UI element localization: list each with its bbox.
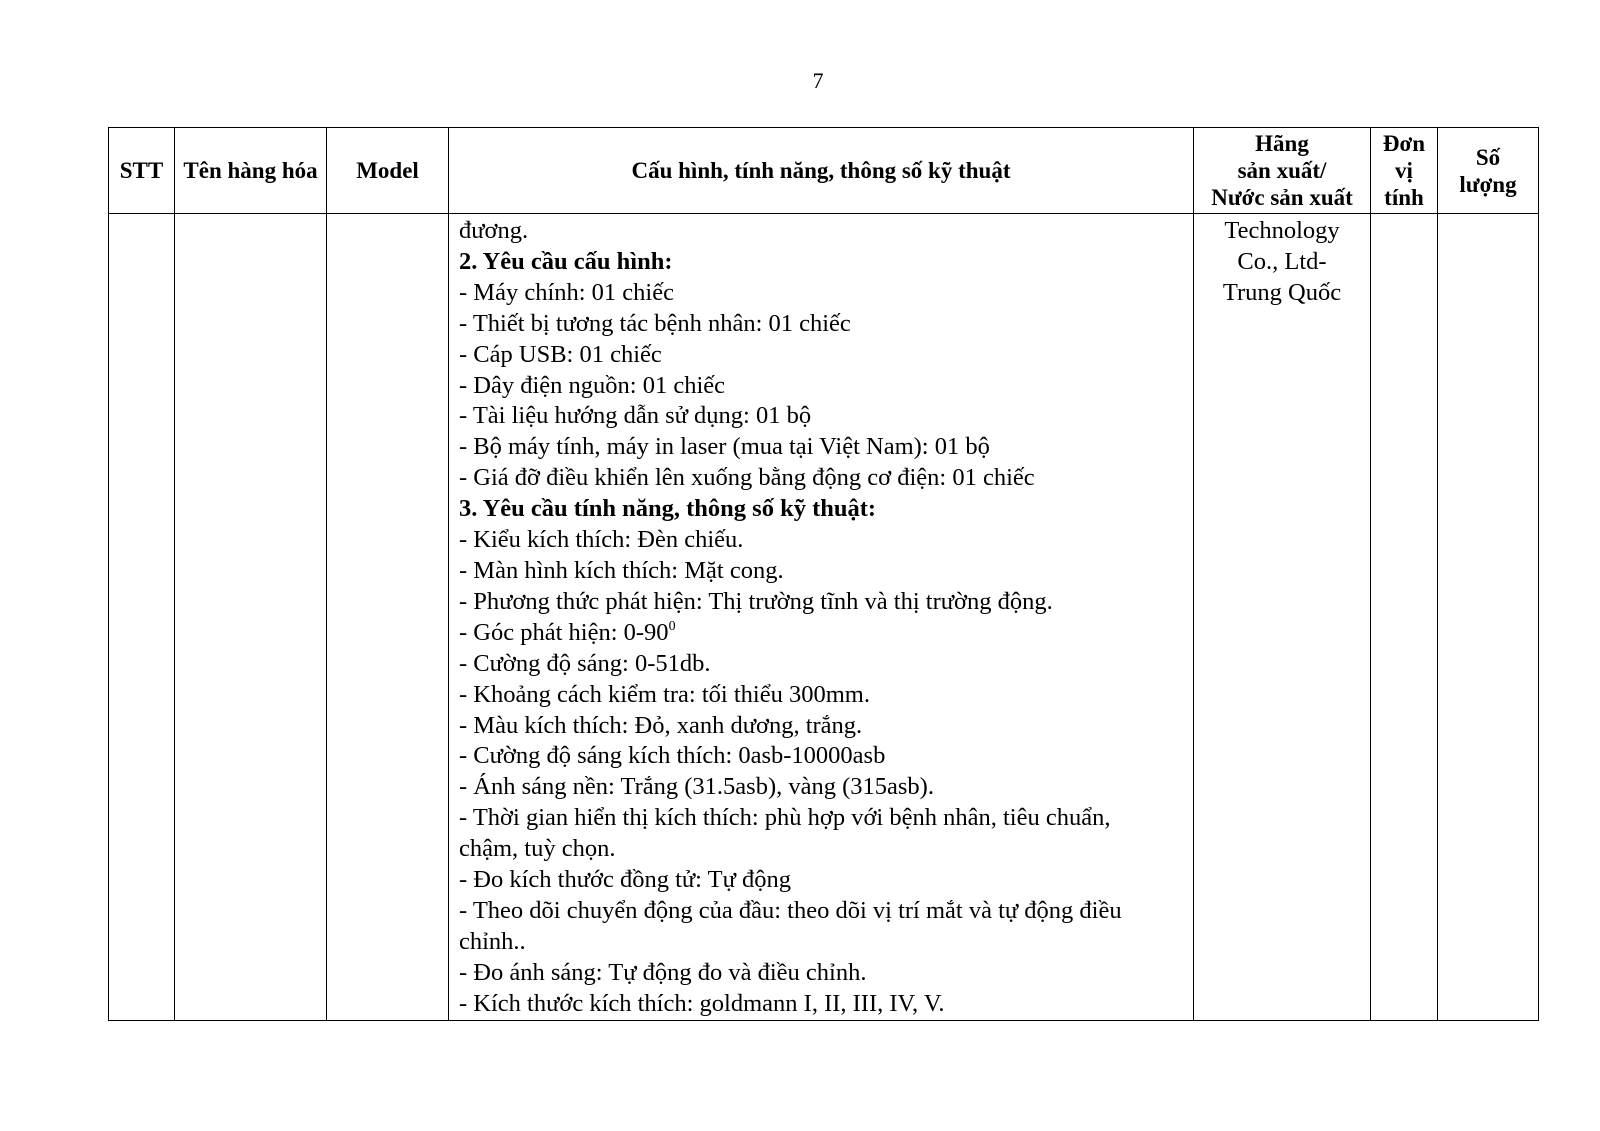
cell-cau-hinh — [449, 214, 1194, 1021]
page-number: 7 — [812, 68, 824, 93]
header-hang-line3: Nước sản xuất — [1211, 185, 1353, 210]
manufacturer-line: Technology — [1224, 217, 1340, 244]
spec-line: - Đo kích thước đồng tử: Tự động — [459, 866, 792, 894]
spec-line: chậm, tuỳ chọn. — [459, 835, 616, 863]
manufacturer-line: Trung Quốc — [1222, 278, 1342, 306]
spec-heading-features: 3. Yêu cầu tính năng, thông số kỹ thuật: — [459, 495, 877, 523]
cell-hang-san-xuat — [1194, 214, 1371, 1021]
manufacturer-line: Co., Ltd- — [1237, 247, 1327, 275]
header-so-luong-line1: Số — [1475, 144, 1501, 170]
spec-line: - Giá đỡ điều khiển lên xuống bằng động cơ điện: 01 chiếc — [459, 464, 1035, 492]
spec-line: - Thiết bị tương tác bệnh nhân: 01 chiếc — [459, 309, 851, 337]
spec-line: - Màu kích thích: Đỏ, xanh dương, trắng. — [459, 711, 863, 739]
spec-line: - Cường độ sáng kích thích: 0asb-10000asb — [459, 742, 886, 770]
spec-line: - Kiểu kích thích: Đèn chiếu. — [459, 526, 744, 554]
header-stt: STT — [109, 128, 175, 214]
manufacturer-text — [1194, 214, 1370, 309]
spec-line: - Dây điện nguồn: 01 chiếc — [459, 371, 726, 399]
spec-line: đương. — [459, 217, 529, 244]
spec-angle-text: - Góc phát hiện: 0-90 — [459, 618, 669, 646]
header-don-vi-line1: Đơn — [1382, 131, 1426, 156]
spec-line: - Đo ánh sáng: Tự động đo và điều chỉnh. — [459, 958, 867, 986]
cell-don-vi-tinh — [1371, 214, 1438, 1021]
spec-line: - Tài liệu hướng dẫn sử dụng: 01 bộ — [459, 402, 812, 430]
header-model: Model — [327, 128, 449, 214]
spec-line: - Khoảng cách kiểm tra: tối thiểu 300mm. — [459, 680, 870, 708]
spec-line: - Kích thước kích thích: goldmann I, II, III, IV, V. — [459, 989, 945, 1017]
spec-angle-superscript: 0 — [668, 618, 676, 634]
spec-line: - Máy chính: 01 chiếc — [459, 278, 674, 306]
cell-so-luong — [1438, 214, 1539, 1021]
spec-line: - Thời gian hiển thị kích thích: phù hợp với bệnh nhân, tiêu chuẩn, — [459, 804, 1111, 832]
header-don-vi-line3: tính — [1384, 185, 1424, 210]
header-so-luong — [1438, 128, 1539, 214]
cell-stt — [109, 214, 175, 1021]
spec-line: - Ánh sáng nền: Trắng (31.5asb), vàng (315asb). — [459, 773, 934, 801]
header-cau-hinh: Cấu hình, tính năng, thông số kỹ thuật — [449, 128, 1194, 214]
header-don-vi-line2: vị — [1395, 158, 1413, 183]
spec-line: - Cường độ sáng: 0-51db. — [459, 649, 711, 677]
spec-table — [108, 127, 1539, 1021]
spec-line: - Phương thức phát hiện: Thị trường tĩnh và thị trường động. — [459, 587, 1053, 615]
spec-line: chỉnh.. — [459, 927, 526, 955]
header-row — [109, 128, 1539, 214]
header-hang-line1: Hãng — [1255, 131, 1309, 156]
header-hang-line2: sản xuất/ — [1237, 158, 1327, 183]
header-don-vi-tinh — [1371, 128, 1438, 214]
spec-line-angle — [459, 618, 1187, 649]
spec-line: - Màn hình kích thích: Mặt cong. — [459, 556, 784, 584]
spec-heading-config: 2. Yêu cầu cấu hình: — [459, 247, 673, 275]
header-hang-san-xuat — [1194, 128, 1371, 214]
spec-line: - Cáp USB: 01 chiếc — [459, 340, 662, 368]
spec-line: - Theo dõi chuyển động của đầu: theo dõi vị trí mắt và tự động điều — [459, 896, 1122, 924]
spec-text — [449, 214, 1193, 1020]
spec-line: - Bộ máy tính, máy in laser (mua tại Việt Nam): 01 bộ — [459, 433, 990, 461]
cell-ten-hang-hoa — [175, 214, 327, 1021]
header-so-luong-line2: lượng — [1459, 171, 1517, 197]
cell-model — [327, 214, 449, 1021]
header-ten-hang-hoa: Tên hàng hóa — [175, 128, 327, 214]
table-row — [109, 214, 1539, 1021]
